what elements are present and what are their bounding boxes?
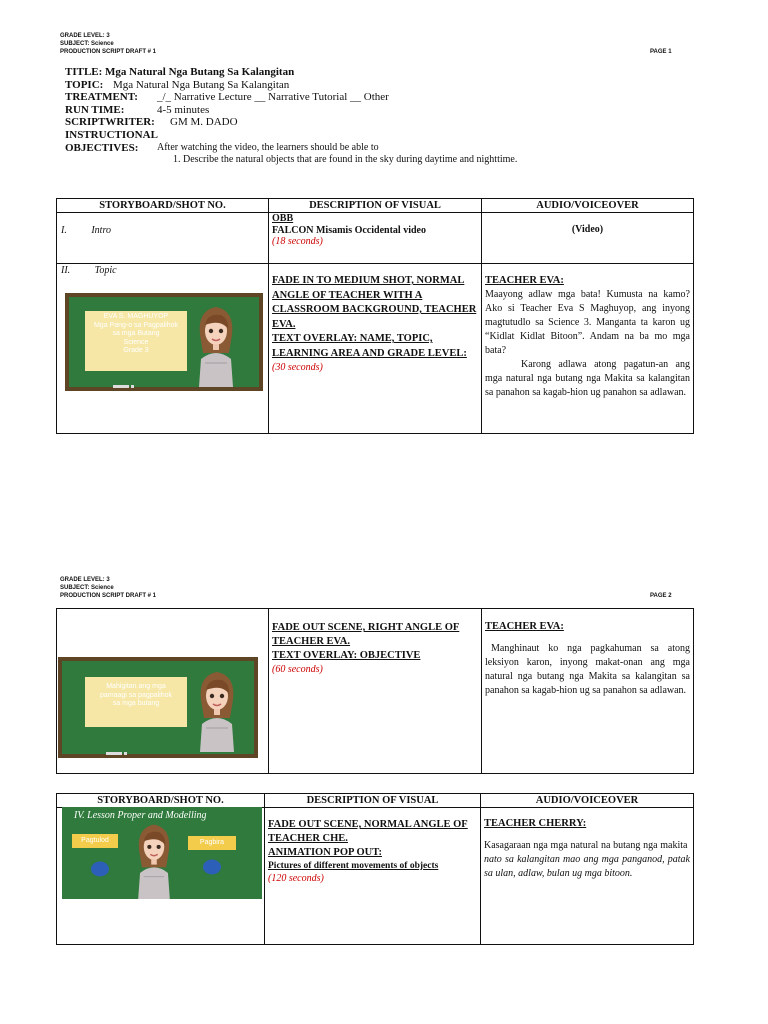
treatment-label: TREATMENT: xyxy=(65,91,138,104)
voiceover-paragraph: Karong adlawa atong pagatun-an ang mga natural nga butang nga Makita sa kalangitan sa panahon sa kagab-hion ug panahon sa adlawan. xyxy=(485,359,690,398)
title-label: TITLE: xyxy=(65,66,103,78)
draft-label: PRODUCTION SCRIPT DRAFT # 1 xyxy=(60,49,157,55)
col-header-audio: AUDIO/VOICEOVER xyxy=(481,794,694,808)
duration-label: (120 seconds) xyxy=(268,873,324,884)
speaker-label: TEACHER EVA: xyxy=(485,621,564,632)
slide-box-right: Pagbira xyxy=(188,836,236,850)
table-row xyxy=(57,213,694,264)
duration-label: (30 seconds) xyxy=(272,362,323,373)
col-header-description: DESCRIPTION OF VISUAL xyxy=(269,199,482,213)
col-header-audio: AUDIO/VOICEOVER xyxy=(482,199,694,213)
animation-detail: Pictures of different movements of objects xyxy=(268,861,439,871)
duration-label: (60 seconds) xyxy=(272,664,323,675)
runtime-label: RUN TIME: xyxy=(65,103,125,116)
speaker-label: TEACHER EVA: xyxy=(485,275,564,286)
title-value: Mga Natural Nga Butang Sa Kalangitan xyxy=(105,66,295,78)
draft-label: PRODUCTION SCRIPT DRAFT # 1 xyxy=(60,593,157,599)
voiceover-text: Kasagaraan nga mga natural na butang nga makita xyxy=(484,840,688,851)
scriptwriter-label: SCRIPTWRITER: xyxy=(65,116,155,129)
chalk-icon xyxy=(88,751,128,757)
row-number: I. xyxy=(61,225,67,236)
instructional-label: INSTRUCTIONAL xyxy=(65,128,158,141)
script-meta xyxy=(65,66,518,167)
subject: SUBJECT: Science xyxy=(60,585,114,591)
row-number: II. xyxy=(61,265,71,276)
duration-label: (18 seconds) xyxy=(272,236,323,247)
lesson-slide-thumbnail xyxy=(62,807,262,899)
col-header-description: DESCRIPTION OF VISUAL xyxy=(265,794,481,808)
grade-level: GRADE LEVEL: 3 xyxy=(60,577,110,583)
board-note: EVA S. MAGHUYOP Mga Pang-o sa Pagpalihok sa mga Butang Science Grade 3 xyxy=(85,311,187,371)
col-header-storyboard: STORYBOARD/SHOT NO. xyxy=(57,199,269,213)
page1-header xyxy=(60,32,680,56)
chalkboard-thumbnail xyxy=(58,657,258,758)
audio-video: (Video) xyxy=(571,224,604,235)
objectives-intro: After watching the video, the learners should be able to xyxy=(157,141,379,153)
page2-header xyxy=(60,576,680,600)
subject: SUBJECT: Science xyxy=(60,41,114,47)
board-note: Mahigitan ang mga pamaagi sa pagpalihok sa mga butang xyxy=(85,677,187,727)
slide-box-left: Pagtulod xyxy=(72,834,118,848)
animation-label: ANIMATION POP OUT: xyxy=(268,847,382,858)
teacher-avatar-icon xyxy=(194,665,240,753)
objectives-label: OBJECTIVES: xyxy=(65,141,139,154)
voiceover-paragraph: Maayong adlaw mga bata! Kumusta na kamo? Ako si Teacher Eva S Maghuyop, ang inyong magtutudlo sa Science 3. Manganta ta karon ug “Kidlat Kidlat Bitoon”. Andam na ba mo mga bata? xyxy=(485,289,690,356)
visual-description: FADE IN TO MEDIUM SHOT, NORMAL ANGLE OF TEACHER WITH A CLASSROOM BACKGROUND, TEACHER EVA. xyxy=(272,275,477,330)
objective-1: 1. Describe the natural objects that are found in the sky during daytime and nighttime. xyxy=(173,154,518,166)
speaker-label: TEACHER CHERRY: xyxy=(484,818,587,829)
topic-value: Mga Natural Nga Butang Sa Kalangitan xyxy=(113,78,290,91)
voiceover-paragraph: Manghinaut ko nga pagkahuman sa atong leksiyon karon, inyong makat-onan ang mga natural nga butang nga Makita sa kalangitan sa panahon sa kagab-hion ug sa panahon sa adlawan. xyxy=(485,643,690,696)
shot-label: Intro xyxy=(91,225,111,236)
desc-falcon: FALCON Misamis Occidental video xyxy=(272,224,426,236)
chalkboard-thumbnail xyxy=(65,293,263,391)
circle-icon xyxy=(90,861,110,877)
treatment-value: _/_ Narrative Lecture __ Narrative Tutorial __ Other xyxy=(157,91,389,104)
runtime-value: 4-5 minutes xyxy=(157,103,210,116)
desc-obb: OBB xyxy=(272,213,294,224)
voiceover-text-italic: nato sa kalangitan mao ang mga panganod, patak sa ulan, adlaw, bulan ug mga bitoon. xyxy=(484,854,690,879)
visual-description: FADE OUT SCENE, RIGHT ANGLE OF TEACHER EVA. xyxy=(272,622,460,647)
scriptwriter-value: GM M. DADO xyxy=(170,116,238,129)
shot-label: Topic xyxy=(94,265,117,276)
slide-title: IV. Lesson Proper and Modelling xyxy=(74,810,207,821)
chalk-icon xyxy=(95,384,135,390)
teacher-avatar-icon xyxy=(193,301,239,387)
visual-description: FADE OUT SCENE, NORMAL ANGLE OF TEACHER CHE. xyxy=(268,819,468,844)
page-number: PAGE 2 xyxy=(650,593,672,599)
circle-icon xyxy=(202,859,222,875)
page-number: PAGE 1 xyxy=(650,49,672,55)
text-overlay: TEXT OVERLAY: OBJECTIVE xyxy=(272,650,421,661)
teacher-avatar-icon xyxy=(132,819,176,899)
topic-label: TOPIC: xyxy=(65,78,104,91)
text-overlay: TEXT OVERLAY: NAME, TOPIC, LEARNING AREA AND GRADE LEVEL: xyxy=(272,333,467,359)
col-header-storyboard: STORYBOARD/SHOT NO. xyxy=(57,794,265,808)
grade-level: GRADE LEVEL: 3 xyxy=(60,33,110,39)
